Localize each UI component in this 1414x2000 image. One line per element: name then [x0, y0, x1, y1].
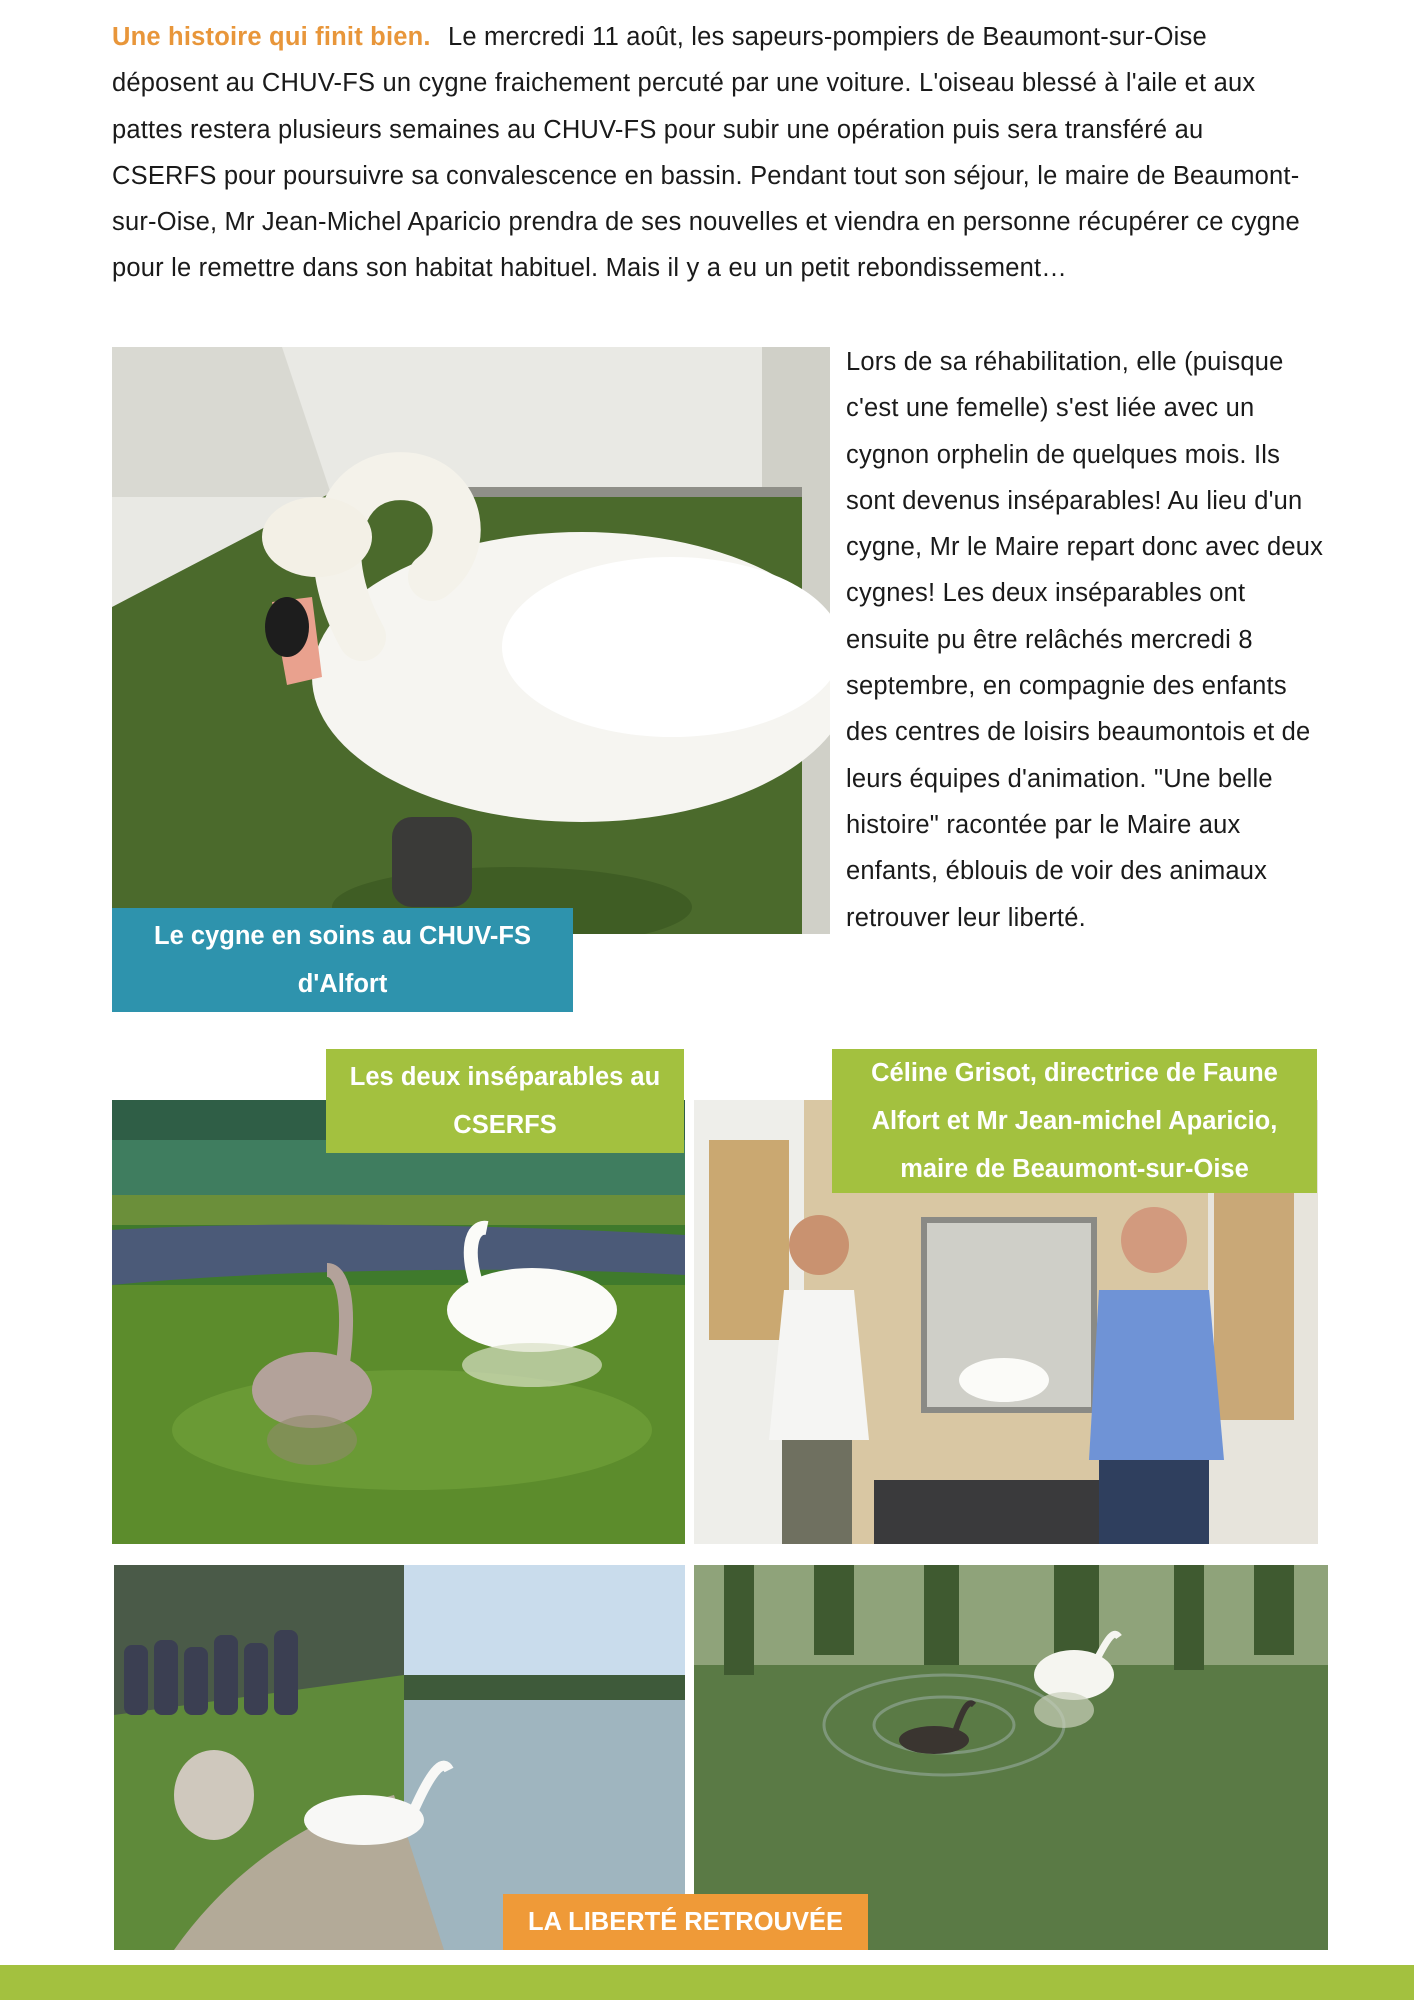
- photo-swan-in-care: [112, 347, 830, 934]
- footer-bar: [0, 1965, 1414, 2000]
- photo-release-group: [114, 1565, 685, 1950]
- intro-lead: Une histoire qui finit bien.: [112, 23, 431, 51]
- caption-inseparables: Les deux inséparables au CSERFS: [326, 1049, 684, 1153]
- side-paragraph: Lors de sa réhabilitation, elle (puisque c'est une femelle) s'est liée avec un cygnon orphelin de quelques mois. Ils sont devenus inséparables! Au lieu d'un cygne, Mr le Maire repart donc avec deux cygnes! Les deux inséparables ont ensuite pu être relâchés mercredi 8 septembre, en compagnie des enfants des centres de loisirs beaumontois et de leurs équipes d'animation. "Une belle histoire" racontée par le Maire aux enfants, éblouis de voir des animaux retrouver leur liberté.: [846, 348, 1324, 932]
- photo-pond-two-swans: [112, 1100, 685, 1544]
- intro-paragraph: [112, 14, 1312, 292]
- photo-swans-swimming: [694, 1565, 1328, 1950]
- caption-care: Le cygne en soins au CHUV-FS d'Alfort: [112, 908, 573, 1012]
- caption-people: Céline Grisot, directrice de Faune Alfort et Mr Jean-michel Aparicio, maire de Beaumont-sur-Oise: [832, 1049, 1317, 1193]
- caption-freedom: LA LIBERTÉ RETROUVÉE: [503, 1894, 868, 1950]
- intro-text: Le mercredi 11 août, les sapeurs-pompiers de Beaumont-sur-Oise déposent au CHUV-FS un cygne fraichement percuté par une voiture. L'oiseau blessé à l'aile et aux pattes restera plusieurs semaines au CHUV-FS pour subir une opération puis sera transféré au CSERFS pour poursuivre sa convalescence en bassin. Pendant tout son séjour, le maire de Beaumont-sur-Oise, Mr Jean-Michel Aparicio prendra de ses nouvelles et viendra en personne récupérer ce cygne pour le remettre dans son habitat habituel. Mais il y a eu un petit rebondissement…: [112, 23, 1300, 283]
